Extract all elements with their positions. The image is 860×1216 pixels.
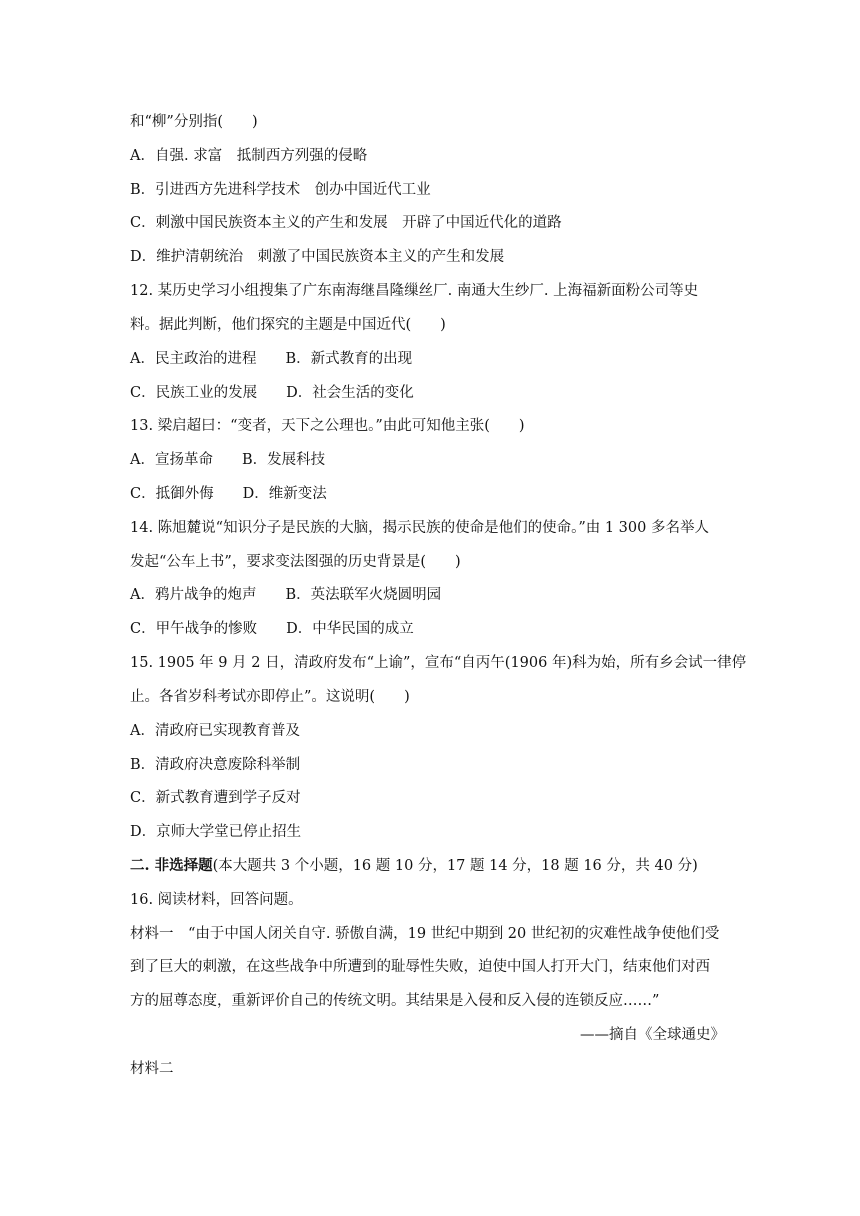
option-line: A．宣扬革命 B．发展科技 <box>130 452 326 468</box>
option-line: C．甲午战争的惨败 D．中华民国的成立 <box>130 621 414 637</box>
section-2-heading: 二. 非选择题 <box>130 857 213 874</box>
question-12: 12. 某历史学习小组搜集了广东南海继昌隆缫丝厂. 南通大生纱厂. 上海福新面粉公司等史 <box>130 283 699 299</box>
question-16: 16. 阅读材料，回答问题。 <box>130 892 303 908</box>
option-line: D．京师大学堂已停止招生 <box>130 824 302 840</box>
option-line: C．民族工业的发展 D．社会生活的变化 <box>130 385 414 401</box>
question-13: 13. 梁启超曰：“变者，天下之公理也。”由此可知他主张( ) <box>130 418 525 434</box>
question-15: 15. 1905 年 9 月 2 日，清政府发布“上谕”，宣布“自丙午(1906 年)科为始，所有乡会试一律停 <box>130 655 747 671</box>
question-15-cont: 止。各省岁科考试亦即停止”。这说明( ) <box>130 689 410 705</box>
option-line: B．清政府决意废除科举制 <box>130 757 301 773</box>
option-line: A．自强. 求富 抵制西方列强的侵略 <box>130 148 368 164</box>
option-line: C．新式教育遭到学子反对 <box>130 790 301 806</box>
option-line: A．清政府已实现教育普及 <box>130 723 300 739</box>
question-14-cont: 发起“公车上书”，要求变法图强的历史背景是( ) <box>130 554 461 570</box>
option-line: C．抵御外侮 D．维新变法 <box>130 486 327 502</box>
option-line: A．鸦片战争的炮声 B．英法联军火烧圆明园 <box>130 587 442 603</box>
option-line: C．刺激中国民族资本主义的产生和发展 开辟了中国近代化的道路 <box>130 215 562 231</box>
material-1-line: 到了巨大的刺激，在这些战争中所遭到的耻辱性失败，迫使中国人打开大门，结束他们对西 <box>130 959 710 975</box>
section-2-note: (本大题共 3 个小题，16 题 10 分，17 题 14 分，18 题 16 分，共 40 分) <box>212 858 698 874</box>
question-14: 14. 陈旭麓说“知识分子是民族的大脑，揭示民族的使命是他们的使命。”由 1 300 多名举人 <box>130 520 709 536</box>
material-2-label: 材料二 <box>130 1061 174 1077</box>
question-12-cont: 料。据此判断，他们探究的主题是中国近代( ) <box>130 317 446 333</box>
section-2-header <box>130 856 698 876</box>
material-1-source: ——摘自《全球通史》 <box>580 1027 725 1043</box>
option-line: A．民主政治的进程 B．新式教育的出现 <box>130 351 413 367</box>
material-1-line: 材料一 “由于中国人闭关自守. 骄傲自满，19 世纪中期到 20 世纪初的灾难性战争使他们受 <box>130 926 720 942</box>
option-line: B．引进西方先进科学技术 创办中国近代工业 <box>130 182 431 198</box>
material-1-line: 方的屈尊态度，重新评价自己的传统文明。其结果是入侵和反入侵的连锁反应……” <box>130 993 660 1009</box>
option-line: D．维护清朝统治 刺激了中国民族资本主义的产生和发展 <box>130 249 505 265</box>
text-line: 和“柳”分别指( ) <box>130 114 258 130</box>
